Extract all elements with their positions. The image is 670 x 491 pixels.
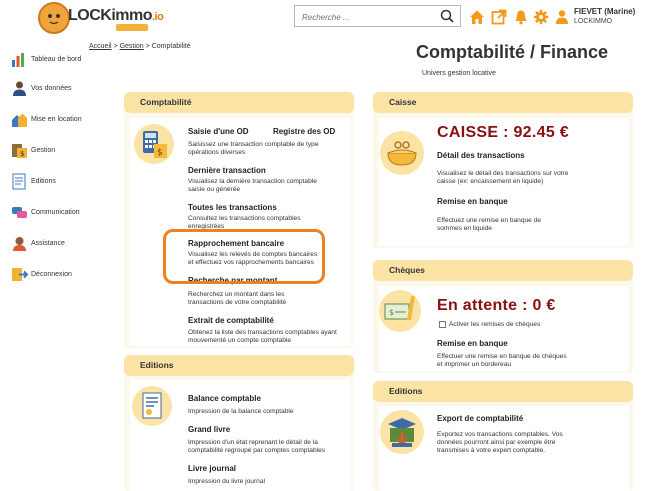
activer-remises-checkbox[interactable]	[439, 321, 446, 328]
search-input[interactable]	[300, 9, 434, 25]
gear-icon[interactable]	[533, 9, 549, 25]
sidebar-item-label: Déconnexion	[31, 271, 72, 278]
editions-left-panel-header: Editions	[124, 355, 354, 376]
extrait-comptabilite-link[interactable]: Extrait de comptabilité	[188, 316, 274, 325]
houses-icon	[11, 111, 28, 128]
purse-icon	[380, 131, 424, 175]
sidebar-item-mise-en-location[interactable]	[11, 111, 91, 131]
user-data-icon	[11, 80, 28, 97]
derniere-transaction-link[interactable]: Dernière transaction	[188, 166, 266, 175]
sidebar-item-label: Gestion	[31, 147, 56, 154]
derniere-transaction-description: Visualisez la dernière transaction comptable saisie ou générée	[188, 178, 317, 193]
balance-comptable-description: Impression de la balance comptable	[188, 408, 294, 415]
calculator-icon	[134, 124, 174, 164]
external-link-icon[interactable]	[491, 9, 507, 25]
recherche-montant-description: Recherchez un montant dans les transactions de votre comptabilité	[188, 291, 287, 306]
logo-badge	[116, 24, 148, 31]
livre-journal-description: Impression du livre journal	[188, 478, 265, 485]
saisie-od-link[interactable]: Saisie d'une OD	[188, 127, 249, 136]
logo-text: LOCKimmo.io	[68, 7, 164, 24]
detail-transactions-description: Visualisez le détail des transactions sur votre caisse (ex: encaissement en liquide)	[437, 170, 569, 185]
assistance-icon	[11, 235, 28, 252]
page-title: Comptabilité / Finance	[416, 42, 609, 62]
balance-comptable-link[interactable]: Balance comptable	[188, 394, 261, 403]
sidebar-item-tableau-de-bord[interactable]	[11, 51, 91, 71]
breadcrumb-current: Comptabilité	[151, 43, 191, 50]
registre-od-link[interactable]: Registre des OD	[273, 127, 336, 136]
report-document-icon	[132, 386, 172, 426]
sidebar-item-label: Tableau de bord	[31, 56, 82, 63]
export-comptabilite-link[interactable]: Export de comptabilité	[437, 414, 524, 423]
sidebar-item-label: Communication	[31, 209, 80, 216]
detail-transactions-link[interactable]: Détail des transactions	[437, 151, 525, 160]
toutes-transactions-link[interactable]: Toutes les transactions	[188, 203, 277, 212]
livre-journal-link[interactable]: Livre journal	[188, 464, 237, 473]
user-name[interactable]: FIEVET (Marine)	[574, 7, 636, 16]
svg-text:$: $	[20, 150, 25, 158]
caisse-remise-banque-description: Effectuez une remise en banque de sommes en liquide	[437, 217, 541, 232]
top-header	[0, 0, 670, 36]
cheques-remise-banque-link[interactable]: Remise en banque	[437, 339, 508, 348]
management-icon	[11, 142, 28, 159]
chat-icon	[11, 204, 28, 221]
logo[interactable]	[38, 2, 164, 32]
rapprochement-bancaire-description: Visualisez les relevés de comptes bancaires et effectuez vos rapprochements bancaires	[188, 251, 318, 266]
search-icon[interactable]	[440, 9, 454, 25]
documents-icon	[11, 173, 28, 190]
home-icon[interactable]	[469, 9, 485, 25]
sidebar-item-deconnexion[interactable]	[11, 266, 91, 286]
export-comptabilite-description: Exportez vos transactions comptables. Vos données pourront ainsi par exemple être transmises à votre expert comptable.	[437, 431, 563, 454]
activer-remises-label[interactable]: Activer les remises de chèques	[449, 321, 541, 328]
caisse-remise-banque-link[interactable]: Remise en banque	[437, 197, 508, 206]
cheques-pending-amount: En attente : 0 €	[437, 297, 556, 314]
logout-icon	[11, 266, 28, 283]
rapprochement-highlight-box	[163, 229, 325, 284]
notification-bell-icon[interactable]	[513, 9, 529, 25]
caisse-panel-header: Caisse	[373, 92, 633, 113]
sidebar-item-vos-donnees[interactable]	[11, 80, 91, 100]
page-subtitle: Univers gestion locative	[422, 70, 496, 77]
grand-livre-link[interactable]: Grand livre	[188, 425, 231, 434]
comptabilite-panel-header: Comptabilité	[124, 92, 354, 113]
caisse-amount: CAISSE : 92.45 €	[437, 124, 569, 141]
extrait-comptabilite-description: Obtenez la liste des transactions comptables ayant mouvementé un compte comptable	[188, 329, 337, 344]
user-organization: LOCKIMMO	[574, 18, 613, 25]
search-box	[294, 5, 461, 27]
export-icon	[380, 410, 424, 454]
saisie-od-description: Saisissez une transaction comptable de type opérations diverses	[188, 141, 319, 156]
recherche-montant-link[interactable]: Recherche par montant	[188, 276, 278, 285]
grand-livre-description: Impression d'un état reprenant le détail de la comptabilité regroupé par comptes comptables	[188, 439, 326, 454]
user-icon[interactable]	[554, 9, 570, 25]
sidebar-item-gestion[interactable]	[11, 142, 91, 162]
breadcrumb-home[interactable]: Accueil	[89, 43, 112, 50]
sidebar-item-label: Assistance	[31, 240, 65, 247]
editions-right-panel-header: Editions	[373, 381, 633, 402]
sidebar-item-label: Editions	[31, 178, 56, 185]
cheque-icon	[379, 290, 421, 332]
breadcrumb: Accueil > Gestion > Comptabilité	[89, 43, 191, 50]
rapprochement-bancaire-link[interactable]: Rapprochement bancaire	[188, 239, 285, 248]
sidebar-item-label: Mise en location	[31, 116, 82, 123]
svg-text:$: $	[389, 308, 395, 317]
toutes-transactions-description: Consultez les transactions comptables enregistrées	[188, 215, 301, 230]
cat-logo-icon	[38, 2, 70, 34]
cheques-panel-header: Chèques	[373, 260, 633, 281]
sidebar-item-assistance[interactable]	[11, 235, 91, 255]
svg-text:$: $	[157, 148, 163, 158]
sidebar-item-communication[interactable]	[11, 204, 91, 224]
sidebar-item-editions[interactable]	[11, 173, 91, 193]
cheques-remise-banque-description: Effectuer une remise en banque de chèques et imprimer un bordereau	[437, 353, 567, 368]
dashboard-icon	[11, 51, 28, 68]
breadcrumb-gestion[interactable]: Gestion	[119, 43, 144, 50]
sidebar-item-label: Vos données	[31, 85, 72, 92]
